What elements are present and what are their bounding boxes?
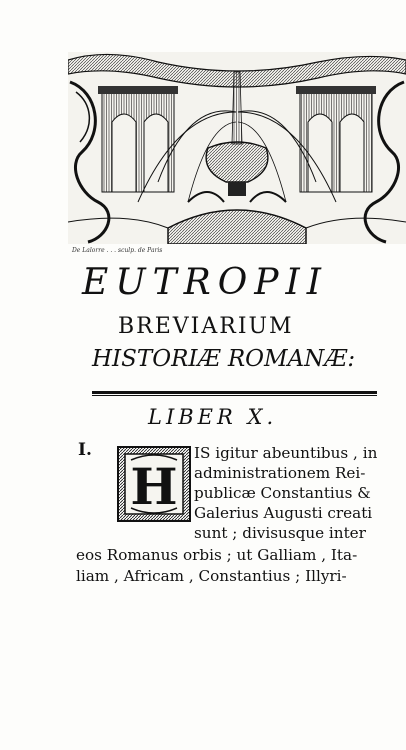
text-line: sunt ; divisusque inter [194,524,366,542]
text-line: liam , Africam , Constantius ; Illyri- [76,567,347,585]
text-line: eos Romanus orbis ; ut Galliam , Ita- [76,546,358,564]
title-rule-thick [92,391,377,394]
title-breviarium: BREVIARIUM [118,314,294,339]
title-rule-thin [92,395,377,396]
title-historiae: HISTORIÆ ROMANÆ: [92,346,356,372]
text-line: IS igitur abeuntibus , in [194,444,378,462]
section-number: I. [78,440,92,460]
text-line: administrationem Rei- [194,464,366,482]
engraving-credit: De Lalorre . . . sculp. de Paris [72,247,163,254]
fountain-engraving [68,52,406,244]
text-line: Galerius Augusti creati [194,504,373,522]
text-line: publicæ Constantius & [194,484,371,502]
drop-cap-initial [117,446,191,522]
title-author: EUTROPII [82,262,328,303]
drop-cap-letter: H [130,457,178,516]
book-heading: LIBER X. [148,405,278,429]
